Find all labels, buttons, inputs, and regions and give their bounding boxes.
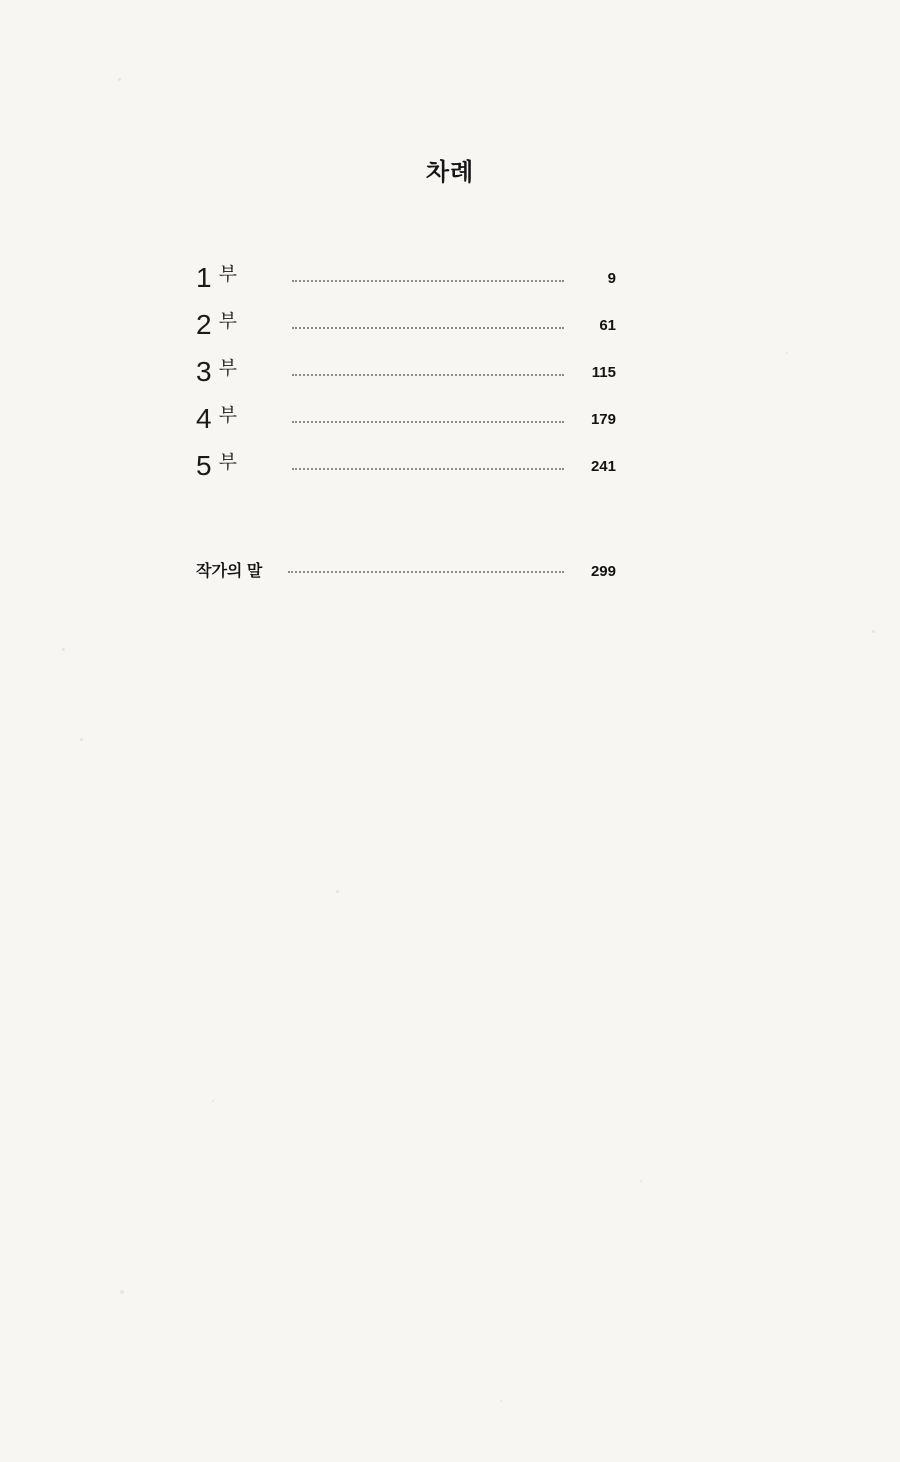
page-number: 241 — [590, 458, 616, 475]
paper-texture-speck — [80, 738, 83, 741]
leader-dots — [288, 571, 564, 573]
list-item[interactable] — [196, 450, 616, 497]
contents-extra-list — [196, 558, 616, 594]
paper-texture-speck — [500, 1400, 502, 1402]
paper-texture-speck — [120, 1290, 124, 1294]
page-number: 179 — [590, 411, 616, 428]
list-item[interactable] — [196, 356, 616, 403]
part-unit: 부 — [218, 264, 237, 285]
part-unit: 부 — [218, 311, 237, 332]
toc-entry-label — [196, 262, 274, 294]
part-number: 5 — [196, 450, 212, 481]
leader-dots — [292, 421, 564, 423]
page-number: 115 — [591, 364, 616, 381]
list-item[interactable] — [196, 309, 616, 356]
toc-entry-label — [196, 403, 274, 435]
part-unit: 부 — [218, 452, 237, 473]
list-item[interactable] — [196, 262, 616, 309]
paper-texture-speck — [336, 890, 339, 893]
leader-dots — [292, 327, 564, 329]
part-unit: 부 — [218, 358, 237, 379]
leader-dots — [292, 374, 564, 376]
paper-texture-speck — [62, 648, 65, 651]
paper-texture-speck — [872, 630, 875, 633]
page-number: 299 — [590, 563, 616, 580]
list-item[interactable] — [196, 558, 616, 594]
toc-entry-label — [196, 450, 274, 482]
part-number: 1 — [196, 262, 212, 293]
page-number: 9 — [607, 270, 616, 287]
part-number: 4 — [196, 403, 212, 434]
toc-entry-label — [196, 309, 274, 341]
paper-texture-speck — [786, 352, 788, 354]
page-title: 차례 — [425, 159, 475, 186]
paper-texture-speck — [118, 78, 121, 81]
part-number: 2 — [196, 309, 212, 340]
part-unit: 부 — [218, 405, 237, 426]
toc-entry-label: 작가의 말 — [196, 563, 263, 580]
part-number: 3 — [196, 356, 212, 387]
paper-texture-speck — [212, 1100, 214, 1102]
paper-texture-speck — [640, 1180, 642, 1182]
leader-dots — [292, 280, 564, 282]
toc-entry-label — [196, 356, 274, 388]
list-item[interactable] — [196, 403, 616, 450]
leader-dots — [292, 468, 564, 470]
page-number: 61 — [599, 317, 616, 334]
contents-part-list — [196, 262, 616, 497]
